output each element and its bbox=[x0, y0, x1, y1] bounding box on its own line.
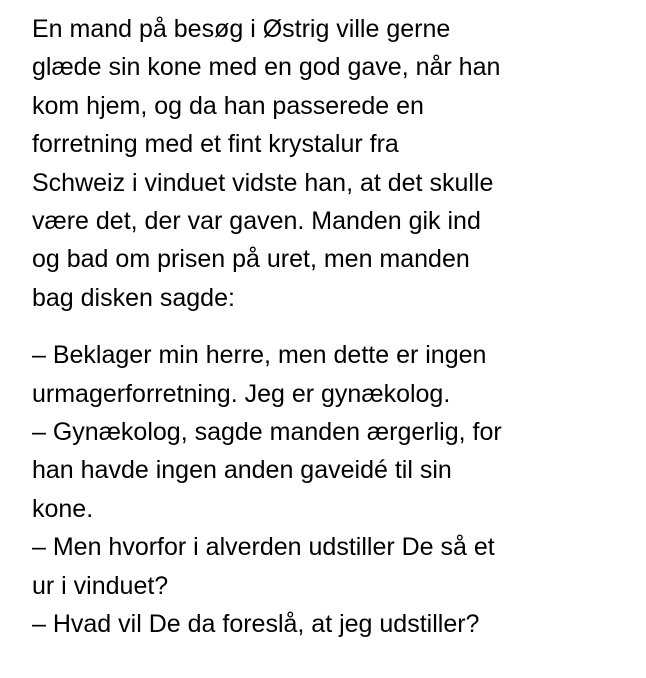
text-line: ur i vinduet? bbox=[32, 571, 169, 600]
text-line: han havde ingen anden gaveidé til sin bbox=[32, 456, 452, 485]
text-line: og bad om prisen på uret, men manden bbox=[32, 245, 470, 274]
text-line: urmagerforretning. Jeg er gynækolog. bbox=[32, 379, 451, 408]
text-line: – Beklager min herre, men dette er ingen bbox=[32, 341, 487, 370]
text-line: – Hvad vil De da foreslå, at jeg udstiller? bbox=[32, 610, 480, 639]
text-line: glæde sin kone med en god gave, når han bbox=[32, 53, 501, 82]
dialogue-paragraph bbox=[32, 336, 632, 643]
text-line: bag disken sagde: bbox=[32, 283, 235, 312]
text-line: kom hjem, og da han passerede en bbox=[32, 91, 424, 120]
text-line: forretning med et fint krystalur fra bbox=[32, 130, 399, 159]
text-line: Schweiz i vinduet vidste han, at det skulle bbox=[32, 168, 494, 197]
text-line: En mand på besøg i Østrig ville gerne bbox=[32, 15, 451, 43]
paragraph-spacer bbox=[32, 317, 632, 336]
text-line: kone. bbox=[32, 494, 94, 523]
intro-paragraph bbox=[32, 10, 632, 317]
joke-text-document bbox=[32, 10, 632, 644]
text-line: – Men hvorfor i alverden udstiller De så et bbox=[32, 533, 495, 562]
text-line: – Gynækolog, sagde manden ærgerlig, for bbox=[32, 418, 502, 447]
text-line: være det, der var gaven. Manden gik ind bbox=[32, 207, 481, 236]
